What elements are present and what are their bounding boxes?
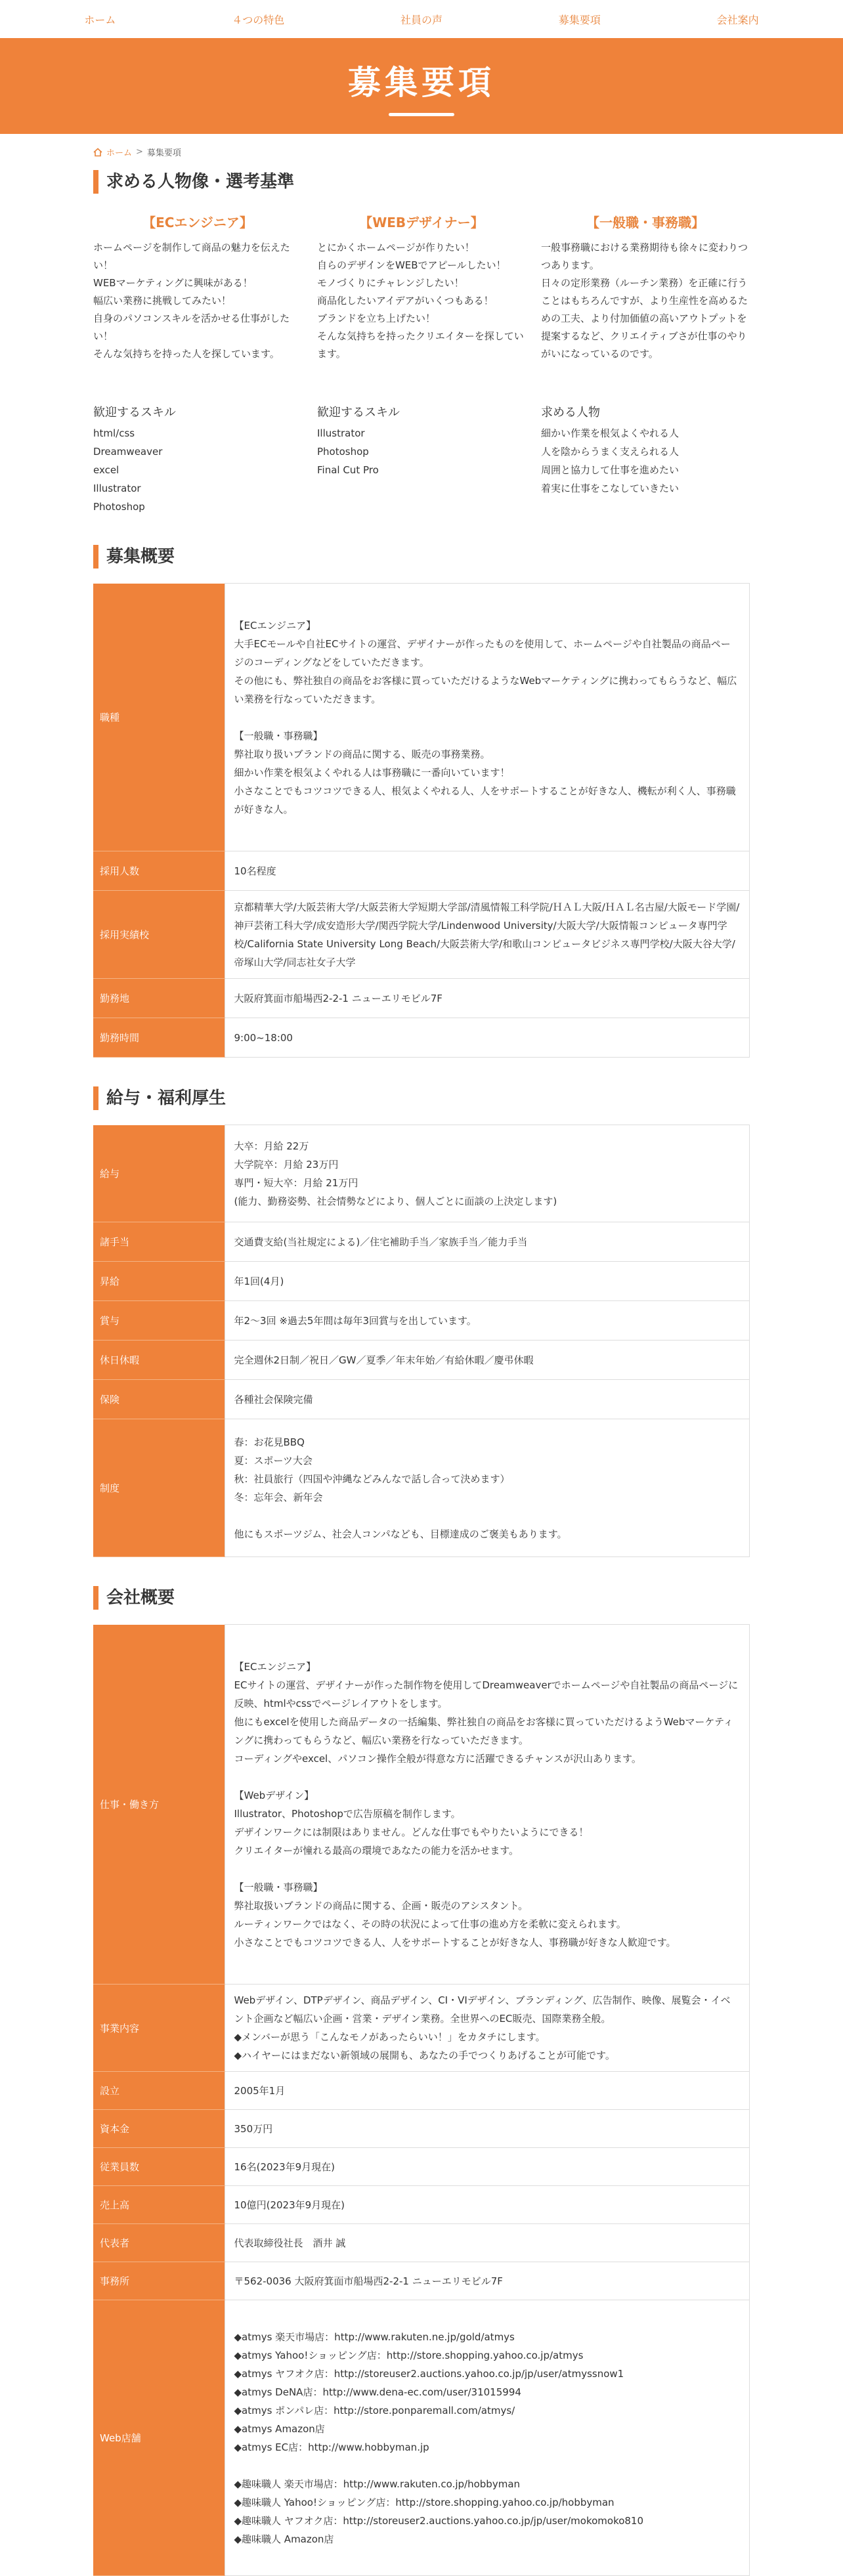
benefits-section-title: 給与・福利厚生 [93, 1086, 750, 1110]
table-row [93, 1018, 750, 1058]
row-value: ◆atmys 楽天市場店：http://www.rakuten.ne.jp/gold/atmys ◆atmys Yahoo!ショッピング店：http://store.shopping.yahoo.co.jp/atmys ◆atmys ヤフオク店：http://storeuser2.auctions.yahoo.co.jp/jp/user/atmyssnow1 ◆atmys DeNA店：http://www.dena-ec.com/user/31015994 ◆atmys ポンパレ店：http://store.ponparemall.com/atmys/ ◆atmys Amazon店 ◆atmys EC店：http://www.hobbyman.jp ◆趣味職人 楽天市場店：http://www.rakuten.co.jp/hobbyman ◆趣味職人 Yahoo!ショッピング店：http://store.shopping.yahoo.co.jp/hobbyman ◆趣味職人 ヤフオク店：http://storeuser2.auctions.yahoo.co.jp/jp/user/mokomoko810 ◆趣味職人 Amazon店 [225, 2300, 750, 2576]
skill-item: Illustrator [317, 427, 365, 439]
breadcrumb [93, 134, 750, 163]
table-row [93, 1625, 750, 1985]
breadcrumb-home[interactable]: ホーム [106, 148, 133, 158]
row-label: 売上高 [93, 2186, 225, 2224]
persona-description: とにかくホームページが作りたい！ 自らのデザインをWEBでアピールしたい！ モノづくりにチャレンジしたい！ 商品化したいアイデアがいくつもある！ ブランドを立ち上げたい！ そんな気持ちを持ったクリエイターを探しています。 [317, 242, 524, 360]
skill-item: html/css [93, 427, 135, 439]
skill-item: Photoshop [317, 446, 369, 458]
row-value: 350万円 [225, 2110, 750, 2148]
row-label: 賞与 [93, 1301, 225, 1341]
table-row [93, 1419, 750, 1557]
row-label: 諸手当 [93, 1222, 225, 1262]
table-row [93, 1985, 750, 2072]
row-value: 大阪府箕面市船場西2-2-1 ニューエリモビル7F [225, 979, 750, 1018]
row-value: 2005年1月 [225, 2072, 750, 2110]
persona-column [93, 212, 302, 516]
table-row [93, 2148, 750, 2186]
skill-item: Photoshop [93, 501, 145, 513]
skill-item: 周囲と協力して仕事を進めたい [541, 464, 680, 476]
row-label: 事務所 [93, 2262, 225, 2300]
skill-item: 着実に仕事をこなしていきたい [541, 483, 680, 494]
row-label: 仕事・働き方 [93, 1625, 225, 1985]
row-value: 10億円(2023年9月現在) [225, 2186, 750, 2224]
table-row [93, 1301, 750, 1341]
nav-home[interactable]: ホーム [84, 13, 116, 26]
row-label: 保険 [93, 1380, 225, 1419]
persona-column [541, 212, 750, 516]
table-row [93, 2300, 750, 2576]
home-icon [93, 148, 102, 157]
breadcrumb-separator: > [136, 147, 143, 157]
row-value: 交通費支給(当社規定による)／住宅補助手当／家族手当／能力手当 [225, 1222, 750, 1262]
recruit-table [93, 583, 750, 1058]
row-label: 制度 [93, 1419, 225, 1557]
row-label: 給与 [93, 1125, 225, 1222]
main-content [93, 134, 750, 2576]
row-label: 職種 [93, 584, 225, 851]
table-row [93, 1125, 750, 1222]
table-row [93, 2224, 750, 2262]
skill-item: 細かい作業を根気よくやれる人 [541, 427, 680, 439]
row-label: 従業員数 [93, 2148, 225, 2186]
table-row [93, 2262, 750, 2300]
row-label: 資本金 [93, 2110, 225, 2148]
table-row [93, 979, 750, 1018]
table-row [93, 891, 750, 979]
row-value: 10名程度 [225, 851, 750, 891]
row-label: 採用実績校 [93, 891, 225, 979]
persona-column [317, 212, 526, 516]
row-label: 勤務時間 [93, 1018, 225, 1058]
persona-heading: 【一般職・事務職】 [586, 215, 704, 230]
nav-features[interactable]: ４つの特色 [232, 13, 285, 26]
skill-item: 人を陰からうまく支えられる人 [541, 446, 680, 458]
row-label: 事業内容 [93, 1985, 225, 2072]
company-section-title: 会社概要 [93, 1586, 750, 1610]
nav-voices[interactable]: 社員の声 [400, 13, 443, 26]
row-value: 16名(2023年9月現在) [225, 2148, 750, 2186]
skill-item: Illustrator [93, 483, 141, 494]
row-value: 【ECエンジニア】 大手ECモールや自社ECサイトの運営、デザイナーが作ったものを使用して、ホームページや自社製品の商品ページのコーディングなどをしていただきます。 その他にも、弊社独自の商品をお客様に買っていただけるようなWebマーケティングに携わってもらうなど、幅広い業務を行なっていただきます。 【一般職・事務職】 弊社取り扱いブランドの商品に関する、販売の事務業務。 細かい作業を根気よくやれる人は事務職に一番向いています！ 小さなことでもコツコツできる人、根気よくやれる人、人をサポートすることが好きな人、機転が利く人、事務職が好きな人。 [225, 584, 750, 851]
company-table [93, 1624, 750, 2576]
row-label: 代表者 [93, 2224, 225, 2262]
row-value: 京都精華大学/大阪芸術大学/大阪芸術大学短期大学部/清風情報工科学院/ＨＡＬ大阪/ＨＡＬ名古屋/大阪モード学園/神戸芸術工科大学/成安造形大学/関西学院大学/Lindenwood University/大阪大学/大阪情報コンピュータ専門学校/California State University Long Beach/大阪芸術大学/和歌山コンピュータビジネス専門学校/大阪大谷大学/帝塚山大学/同志社女子大学 [225, 891, 750, 979]
table-row [93, 1341, 750, 1380]
row-value: 年1回(4月) [225, 1262, 750, 1301]
row-value: 代表取締役社長 酒井 誠 [225, 2224, 750, 2262]
title-underline [389, 113, 454, 116]
top-nav [0, 0, 843, 38]
table-row [93, 584, 750, 851]
table-row [93, 851, 750, 891]
skills-title: 歓迎するスキル [317, 406, 400, 419]
row-label: 採用人数 [93, 851, 225, 891]
persona-section-title: 求める人物像・選考基準 [93, 170, 750, 194]
row-value: Webデザイン、DTPデザイン、商品デザイン、CI・VIデザイン、ブランディング、広告制作、映像、展覧会・イベント企画など幅広い企画・営業・デザイン業務。全世界へのEC販売、国際業務全般。 ◆メンバーが思う「こんなモノがあったらいい！」をカタチにします。 ◆ハイヤーにはまだない新領域の展開も、あなたの手でつくりあげることが可能です。 [225, 1985, 750, 2072]
persona-columns [93, 212, 750, 516]
row-value: 完全週休2日制／祝日／GW／夏季／年末年始／有給休暇／慶弔休暇 [225, 1341, 750, 1380]
row-label: 休日休暇 [93, 1341, 225, 1380]
row-value: 〒562-0036 大阪府箕面市船場西2-2-1 ニューエリモビル7F [225, 2262, 750, 2300]
table-row [93, 2072, 750, 2110]
skill-item: excel [93, 464, 119, 476]
hero-banner [0, 38, 843, 134]
row-value: 大卒：月給 22万 大学院卒：月給 23万円 専門・短大卒：月給 21万円 (能力、勤務姿勢、社会情勢などにより、個人ごとに面談の上決定します) [225, 1125, 750, 1222]
persona-heading: 【ECエンジニア】 [142, 215, 253, 230]
row-value: 各種社会保険完備 [225, 1380, 750, 1419]
breadcrumb-current: 募集要項 [146, 148, 181, 158]
skill-item: Dreamweaver [93, 446, 163, 458]
skill-item: Final Cut Pro [317, 464, 379, 476]
recruit-section-title: 募集概要 [93, 545, 750, 569]
skills-title: 歓迎するスキル [93, 406, 176, 419]
row-value: 春：お花見BBQ 夏：スポーツ大会 秋：社員旅行（四国や沖縄などみんなで話し合って決めます） 冬：忘年会、新年会 他にもスポーツジム、社会人コンパなども、目標達成のご褒美もあります。 [225, 1419, 750, 1557]
skills-title: 求める人物 [541, 406, 600, 419]
persona-description: ホームページを制作して商品の魅力を伝えたい！ WEBマーケティングに興味がある！ 幅広い業務に挑戦してみたい！ 自身のパソコンスキルを活かせる仕事がしたい！ そんな気持ちを持った人を探しています。 [93, 242, 290, 360]
row-label: 昇給 [93, 1262, 225, 1301]
persona-heading: 【WEBデザイナー】 [359, 215, 484, 230]
page-title: 募集要項 [348, 63, 495, 102]
table-row [93, 2186, 750, 2224]
table-row [93, 1262, 750, 1301]
table-row [93, 1222, 750, 1262]
row-value: 年2～3回 ※過去5年間は毎年3回賞与を出しています。 [225, 1301, 750, 1341]
row-value: 【ECエンジニア】 ECサイトの運営、デザイナーが作った制作物を使用してDreamweaverでホームページや自社製品の商品ページに反映、htmlやcssでページレイアウトをします。 他にもexcelを使用した商品データの一括編集、弊社独自の商品をお客様に買っていただけるようWebマーケティングに携わってもらうなど、幅広い業務を行なっていただきます。 コーディングやexcel、パソコン操作全般が得意な方に活躍できるチャンスが沢山あります。 【Webデザイン】 Illustrator、Photoshopで広告原稿を制作します。 デザインワークには制限はありません。どんな仕事でもやりたいようにできる！ クリエイターが憧れる最高の環境であなたの能力を活かせます。 【一般職・事務職】 弊社取扱いブランドの商品に関する、企画・販売のアシスタント。 ルーティンワークではなく、その時の状況によって仕事の進め方を柔軟に変えられます。 小さなことでもコツコツできる人、人をサポートすることが好きな人、事務職が好きな人歓迎です。 [225, 1625, 750, 1985]
persona-description: 一般事務職における業務期待も徐々に変わりつつあります。 日々の定形業務（ルーチン業務）を正確に行うことはもちろんですが、より生産性を高めるための工夫、より付加価値の高いアウトプットを提案するなど、クリエイティブさが仕事のやりがいになっているのです。 [541, 242, 748, 360]
row-value: 9:00~18:00 [225, 1018, 750, 1058]
table-row [93, 1380, 750, 1419]
nav-recruit[interactable]: 募集要項 [558, 13, 601, 26]
row-label: 勤務地 [93, 979, 225, 1018]
benefits-table [93, 1125, 750, 1557]
row-label: 設立 [93, 2072, 225, 2110]
row-label: Web店舗 [93, 2300, 225, 2576]
table-row [93, 2110, 750, 2148]
nav-company[interactable]: 会社案内 [716, 13, 759, 26]
